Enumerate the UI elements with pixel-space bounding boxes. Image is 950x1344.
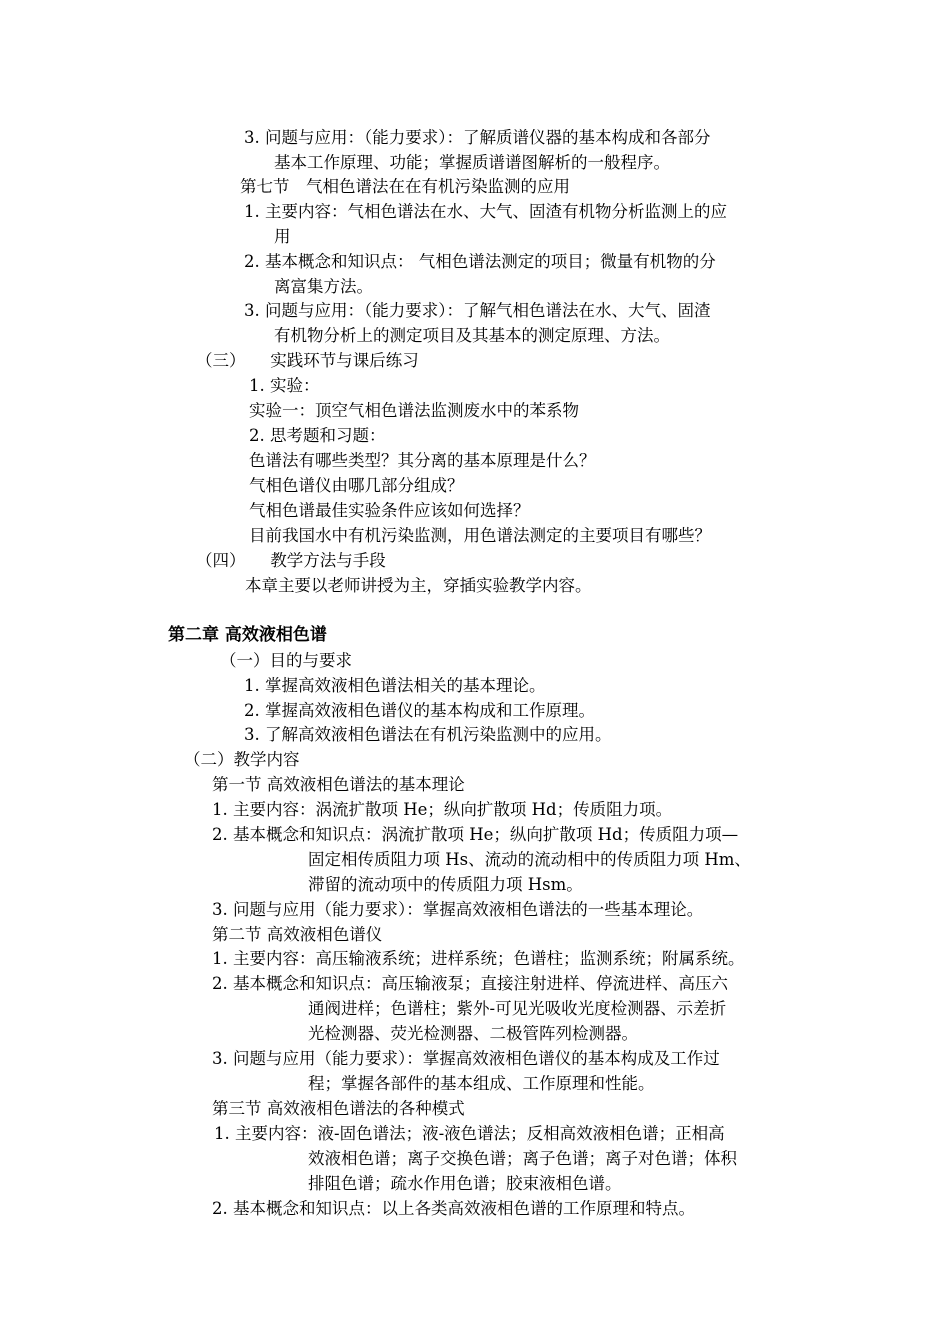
text-line: 1. 主要内容：高压输液系统；进样系统；色谱柱；监测系统；附属系统。 [212,949,745,968]
text-line: 3. 问题与应用：（能力要求）：了解质谱仪器的基本构成和各部分 [244,128,711,147]
text-line: 目前我国水中有机污染监测，用色谱法测定的主要项目有哪些？ [249,526,711,545]
text-line: 色谱法有哪些类型？其分离的基本原理是什么？ [249,451,596,470]
text-line: 气相色谱仪由哪几部分组成？ [249,476,464,495]
text-line: 离富集方法。 [274,277,373,296]
section-heading: （二）教学内容 [184,750,300,769]
section-heading: （一）目的与要求 [220,651,352,670]
chapter-title: 第二章 高效液相色谱 [168,625,327,645]
text-line: 实验一：顶空气相色谱法监测废水中的苯系物 [249,401,579,420]
text-line: 本章主要以老师讲授为主，穿插实验教学内容。 [245,576,592,595]
subsection-heading: 第二节 高效液相色谱仪 [212,925,383,944]
text-line: 排阻色谱；疏水作用色谱；胶束液相色谱。 [308,1174,622,1193]
text-line: 2. 掌握高效液相色谱仪的基本构成和工作原理。 [244,701,595,720]
text-line: 效液相色谱；离子交换色谱；离子色谱；离子对色谱；体积 [308,1149,737,1168]
text-line: 1. 掌握高效液相色谱法相关的基本理论。 [244,676,546,695]
text-line: 通阀进样；色谱柱；紫外-可见光吸收光度检测器、示差折 [308,999,727,1018]
text-line: 基本工作原理、功能；掌握质谱谱图解析的一般程序。 [274,153,670,172]
text-line: 光检测器、荧光检测器、二极管阵列检测器。 [308,1024,638,1043]
text-line: 3. 了解高效液相色谱法在有机污染监测中的应用。 [244,725,612,744]
text-line: 1. 主要内容：液-固色谱法；液-液色谱法；反相高效液相色谱；正相高 [214,1124,725,1143]
text-line: 3. 问题与应用（能力要求）：掌握高效液相色谱法的一些基本理论。 [212,900,704,919]
section-heading: （三） 实践环节与课后练习 [196,351,419,370]
text-line: 1. 主要内容：气相色谱法在水、大气、固渣有机物分析监测上的应 [244,202,727,221]
text-line: 2. 基本概念和知识点： 气相色谱法测定的项目；微量有机物的分 [244,252,716,271]
text-line: 气相色谱最佳实验条件应该如何选择？ [249,501,530,520]
text-line: 用 [274,227,291,246]
subsection-heading: 第一节 高效液相色谱法的基本理论 [212,775,465,794]
text-line: 1. 实验： [249,376,320,395]
text-line: 1. 主要内容：涡流扩散项 He；纵向扩散项 Hd；传质阻力项。 [212,800,673,819]
text-line: 2. 基本概念和知识点：涡流扩散项 He；纵向扩散项 Hd；传质阻力项— [212,825,739,844]
text-line: 程；掌握各部件的基本组成、工作原理和性能。 [308,1074,655,1093]
text-line: 3. 问题与应用（能力要求）：掌握高效液相色谱仪的基本构成及工作过 [212,1049,720,1068]
section-heading: （四） 教学方法与手段 [196,551,386,570]
text-line: 固定相传质阻力项 Hs、流动的流动相中的传质阻力项 Hm、 [308,850,751,869]
text-line: 有机物分析上的测定项目及其基本的测定原理、方法。 [274,326,670,345]
text-line: 3. 问题与应用：（能力要求）：了解气相色谱法在水、大气、固渣 [244,301,711,320]
section-heading: 第七节 气相色谱法在在有机污染监测的应用 [240,177,570,196]
text-line: 2. 思考题和习题： [249,426,386,445]
text-line: 滞留的流动项中的传质阻力项 Hsm。 [308,875,583,894]
subsection-heading: 第三节 高效液相色谱法的各种模式 [212,1099,465,1118]
text-line: 2. 基本概念和知识点：高压输液泵；直接注射进样、停流进样、高压六 [212,974,728,993]
text-line: 2. 基本概念和知识点：以上各类高效液相色谱的工作原理和特点。 [212,1199,695,1218]
